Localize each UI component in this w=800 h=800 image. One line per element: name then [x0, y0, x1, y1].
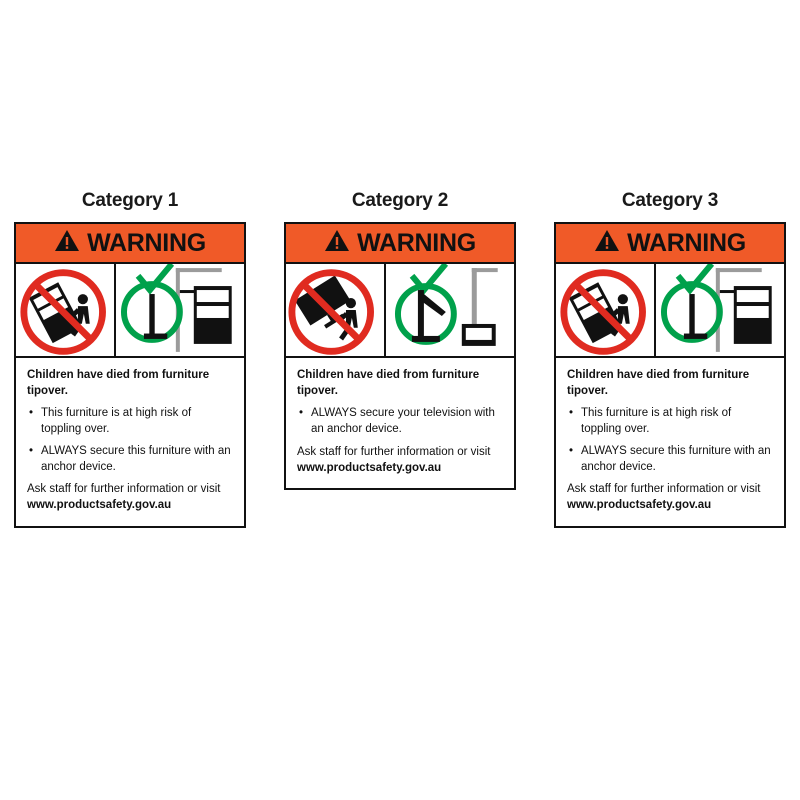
label-ask-text: Ask staff for further information or visit: [297, 445, 491, 458]
warning-card-category-1: [14, 190, 246, 528]
furniture-tipping-prohibited-icon: [556, 264, 656, 356]
category-title: Category 2: [351, 190, 449, 211]
warning-label: [554, 222, 786, 528]
furniture-tipping-prohibited-icon: [16, 264, 116, 356]
category-title: Category 1: [81, 190, 179, 211]
warning-label-text: WARNING: [357, 228, 476, 257]
label-body: [286, 358, 514, 488]
warning-card-category-3: [554, 190, 786, 528]
label-bullet: • This furniture is at high risk of toppling over.: [581, 406, 773, 438]
warning-header: [556, 224, 784, 264]
label-url: www.productsafety.gov.au: [27, 499, 172, 512]
warning-label-text: WARNING: [87, 228, 206, 257]
label-url: www.productsafety.gov.au: [297, 461, 442, 474]
warning-label-set: [0, 190, 800, 528]
pictogram-row: [286, 264, 514, 358]
warning-card-category-2: [284, 190, 516, 490]
label-bullet-list: [297, 406, 503, 438]
warning-header: [286, 224, 514, 264]
label-bullet: • ALWAYS secure your television with an anchor device.: [311, 406, 503, 438]
label-bullet: • ALWAYS secure this furniture with an anchor device.: [581, 444, 773, 476]
warning-label-text: WARNING: [627, 228, 746, 257]
warning-triangle-icon: [54, 229, 80, 257]
label-headline: Children have died from furniture tipover.: [297, 369, 480, 397]
furniture-anchored-approved-icon: [116, 264, 244, 356]
label-body: [556, 358, 784, 526]
label-bullet: • ALWAYS secure this furniture with an anchor device.: [41, 444, 233, 476]
television-tipping-prohibited-icon: [286, 264, 386, 356]
label-bullet-list: [567, 406, 773, 475]
label-ask-text: Ask staff for further information or visit: [27, 483, 221, 496]
warning-triangle-icon: [324, 229, 350, 257]
furniture-anchored-approved-icon: [656, 264, 784, 356]
warning-label: [284, 222, 516, 490]
label-headline: Children have died from furniture tipover.: [27, 369, 210, 397]
label-ask-text: Ask staff for further information or visit: [567, 483, 761, 496]
label-body: [16, 358, 244, 526]
warning-triangle-icon: [594, 229, 620, 257]
category-title: Category 3: [621, 190, 719, 211]
label-bullet-list: [27, 406, 233, 475]
warning-header: [16, 224, 244, 264]
warning-label: [14, 222, 246, 528]
label-headline: Children have died from furniture tipover.: [567, 369, 750, 397]
pictogram-row: [556, 264, 784, 358]
label-url: www.productsafety.gov.au: [567, 499, 712, 512]
label-bullet: • This furniture is at high risk of toppling over.: [41, 406, 233, 438]
pictogram-row: [16, 264, 244, 358]
television-anchored-approved-icon: [386, 264, 514, 356]
